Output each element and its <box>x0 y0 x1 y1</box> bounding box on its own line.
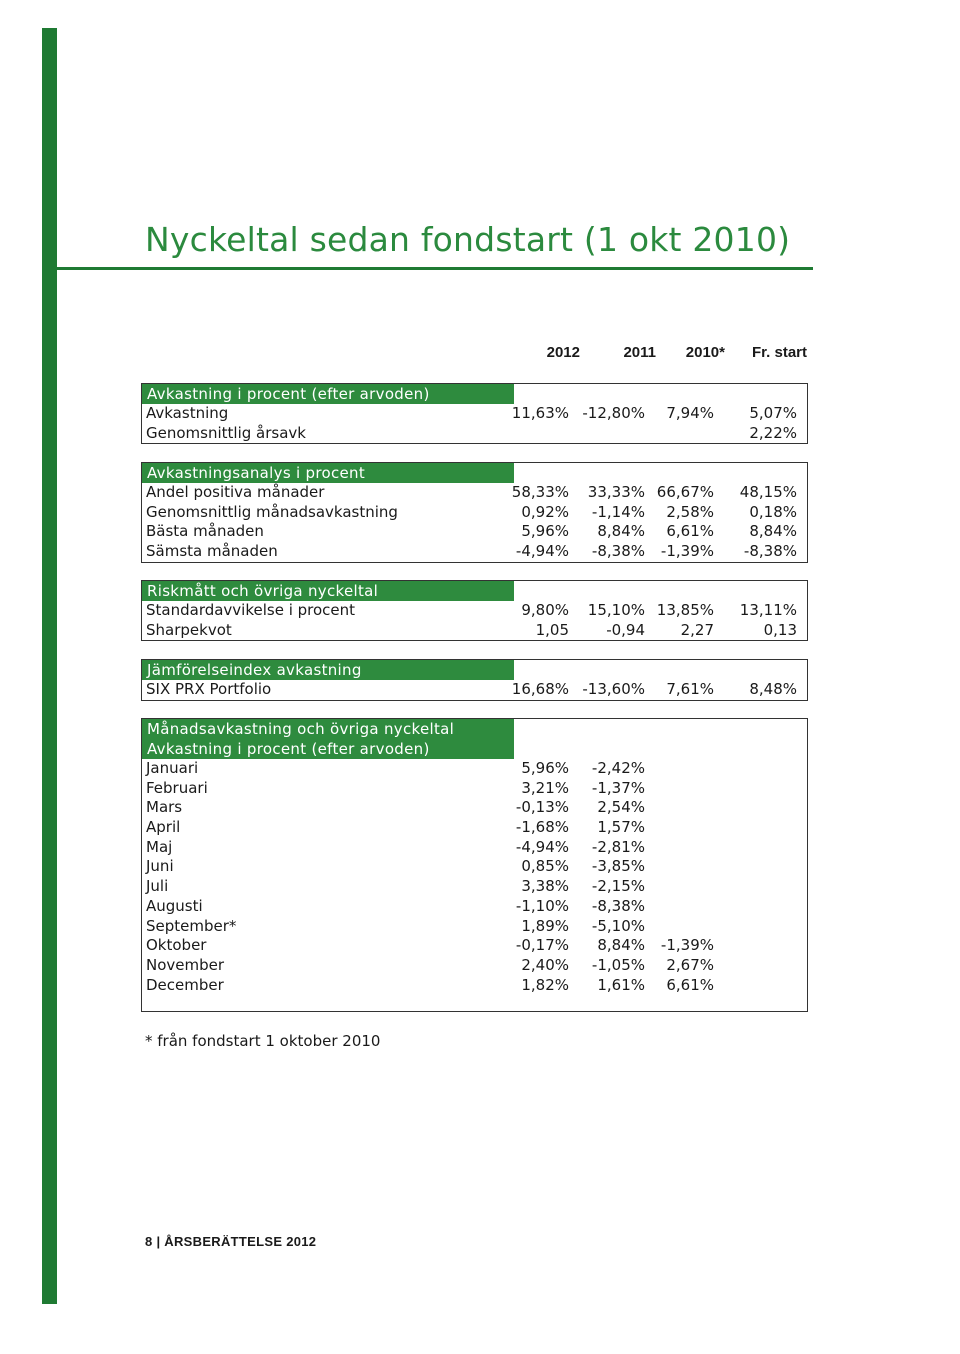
table-row <box>142 798 807 818</box>
value-2010: 7,94% <box>666 404 714 422</box>
value-2010: 13,85% <box>656 601 714 619</box>
value-since-start: -8,38% <box>743 542 797 561</box>
row-label: Februari <box>146 778 208 797</box>
row-label: Mars <box>146 798 183 817</box>
value-2012: 5,96% <box>521 759 569 777</box>
value-2012: 16,68% <box>511 680 569 698</box>
value-2012: -4,94% <box>515 542 569 561</box>
value-2012: 1,05 <box>535 620 569 639</box>
row-label: Standardavvikelse i procent <box>146 601 356 619</box>
column-header-2010: 2010* <box>685 344 725 361</box>
table-row <box>142 621 807 641</box>
row-label: Juni <box>146 857 174 876</box>
value-since-start: 8,48% <box>749 680 797 698</box>
value-2011: -1,05% <box>591 955 645 974</box>
row-label: SIX PRX Portfolio <box>146 680 272 698</box>
value-since-start: 0,18% <box>749 502 797 521</box>
row-label: Avkastning <box>146 404 229 422</box>
value-2011: -8,38% <box>591 896 645 915</box>
value-2010: -1,39% <box>660 542 714 561</box>
section-header: Riskmått och övriga nyckeltal <box>142 581 514 601</box>
row-label: April <box>146 818 181 837</box>
value-2012: 0,92% <box>521 502 569 521</box>
value-2011: 33,33% <box>587 483 645 501</box>
section-subheader: Avkastning i procent (efter arvoden) <box>142 739 514 759</box>
row-label: Augusti <box>146 896 203 915</box>
value-2012: 11,63% <box>511 404 569 422</box>
value-2011: -12,80% <box>582 404 645 422</box>
row-label: Maj <box>146 837 173 856</box>
value-2011: -13,60% <box>582 680 645 698</box>
table-row <box>142 897 807 917</box>
section-benchmark <box>141 659 808 701</box>
table-row <box>142 542 807 562</box>
value-2010: 6,61% <box>666 975 714 994</box>
table-row <box>142 404 807 424</box>
column-headers <box>0 344 960 364</box>
value-2011: -0,94 <box>606 620 645 639</box>
value-2011: -3,85% <box>591 857 645 876</box>
value-2012: -1,68% <box>515 818 569 837</box>
value-2010: 2,58% <box>666 502 714 521</box>
left-accent-bar <box>42 28 57 1304</box>
table-row <box>142 601 807 621</box>
table-row <box>142 956 807 976</box>
value-2010: 6,61% <box>666 522 714 541</box>
value-since-start: 0,13 <box>763 620 797 639</box>
table-row <box>142 503 807 523</box>
table-row <box>142 877 807 897</box>
value-2012: -4,94% <box>515 837 569 856</box>
value-2012: 1,89% <box>521 916 569 935</box>
section-monthly-returns <box>141 718 808 1012</box>
value-2012: 2,40% <box>521 955 569 974</box>
page-title: Nyckeltal sedan fondstart (1 okt 2010) <box>145 220 791 259</box>
table-row <box>142 779 807 799</box>
row-label: Oktober <box>146 936 207 955</box>
value-2011: -1,37% <box>591 778 645 797</box>
row-label: Genomsnittlig månadsavkastning <box>146 502 398 521</box>
value-since-start: 48,15% <box>739 483 797 501</box>
table-row <box>142 976 807 996</box>
column-header-2011: 2011 <box>623 344 656 361</box>
value-2011: -8,38% <box>591 542 645 561</box>
row-label: Genomsnittlig årsavk <box>146 423 306 442</box>
table-row <box>142 483 807 503</box>
row-label: November <box>146 955 225 974</box>
value-2011: 1,61% <box>597 975 645 994</box>
section-header: Jämförelseindex avkastning <box>142 660 514 680</box>
value-2012: -0,13% <box>515 798 569 817</box>
value-2012: -1,10% <box>515 896 569 915</box>
value-2011: 8,84% <box>597 936 645 955</box>
row-label: Bästa månaden <box>146 522 264 541</box>
row-label: Sämsta månaden <box>146 542 278 561</box>
value-2011: -2,81% <box>591 837 645 856</box>
value-since-start: 2,22% <box>749 423 797 442</box>
value-2010: -1,39% <box>660 936 714 955</box>
page-footer: 8 | ÅRSBERÄTTELSE 2012 <box>145 1234 317 1249</box>
section-return-analysis <box>141 462 808 563</box>
row-label: Sharpekvot <box>146 620 232 639</box>
table-row <box>142 936 807 956</box>
title-underline <box>57 267 813 270</box>
value-2012: 0,85% <box>521 857 569 876</box>
value-2011: -1,14% <box>591 502 645 521</box>
row-label: Januari <box>146 759 199 777</box>
value-2010: 7,61% <box>666 680 714 698</box>
column-header-since-start: Fr. start <box>751 344 807 361</box>
value-2011: 15,10% <box>587 601 645 619</box>
section-returns <box>141 383 808 444</box>
value-2012: 58,33% <box>511 483 569 501</box>
table-row <box>142 838 807 858</box>
table-row <box>142 759 807 779</box>
section-risk-metrics <box>141 580 808 641</box>
value-2010: 2,67% <box>666 955 714 974</box>
value-2010: 2,27 <box>680 620 714 639</box>
value-2012: 5,96% <box>521 522 569 541</box>
value-2011: -5,10% <box>591 916 645 935</box>
footnote: * från fondstart 1 oktober 2010 <box>145 1032 381 1050</box>
row-label: December <box>146 975 224 994</box>
value-2011: -2,15% <box>591 877 645 896</box>
value-2011: 1,57% <box>597 818 645 837</box>
section-header: Månadsavkastning och övriga nyckeltal <box>142 719 514 739</box>
table-row <box>142 917 807 937</box>
section-header: Avkastning i procent (efter arvoden) <box>142 384 514 404</box>
row-label: Juli <box>146 877 169 896</box>
value-2012: 9,80% <box>521 601 569 619</box>
value-2010: 66,67% <box>656 483 714 501</box>
value-2011: 8,84% <box>597 522 645 541</box>
table-row <box>142 680 807 700</box>
value-2012: 3,38% <box>521 877 569 896</box>
value-2011: 2,54% <box>597 798 645 817</box>
value-2012: -0,17% <box>515 936 569 955</box>
row-label: September* <box>146 916 237 935</box>
table-row <box>142 522 807 542</box>
table-row <box>142 857 807 877</box>
section-header: Avkastningsanalys i procent <box>142 463 514 483</box>
value-2011: -2,42% <box>591 759 645 777</box>
value-2012: 1,82% <box>521 975 569 994</box>
table-row <box>142 818 807 838</box>
value-since-start: 13,11% <box>739 601 797 619</box>
value-since-start: 8,84% <box>749 522 797 541</box>
value-since-start: 5,07% <box>749 404 797 422</box>
table-row <box>142 424 807 444</box>
column-header-2012: 2012 <box>546 344 580 361</box>
value-2012: 3,21% <box>521 778 569 797</box>
row-label: Andel positiva månader <box>146 483 325 501</box>
